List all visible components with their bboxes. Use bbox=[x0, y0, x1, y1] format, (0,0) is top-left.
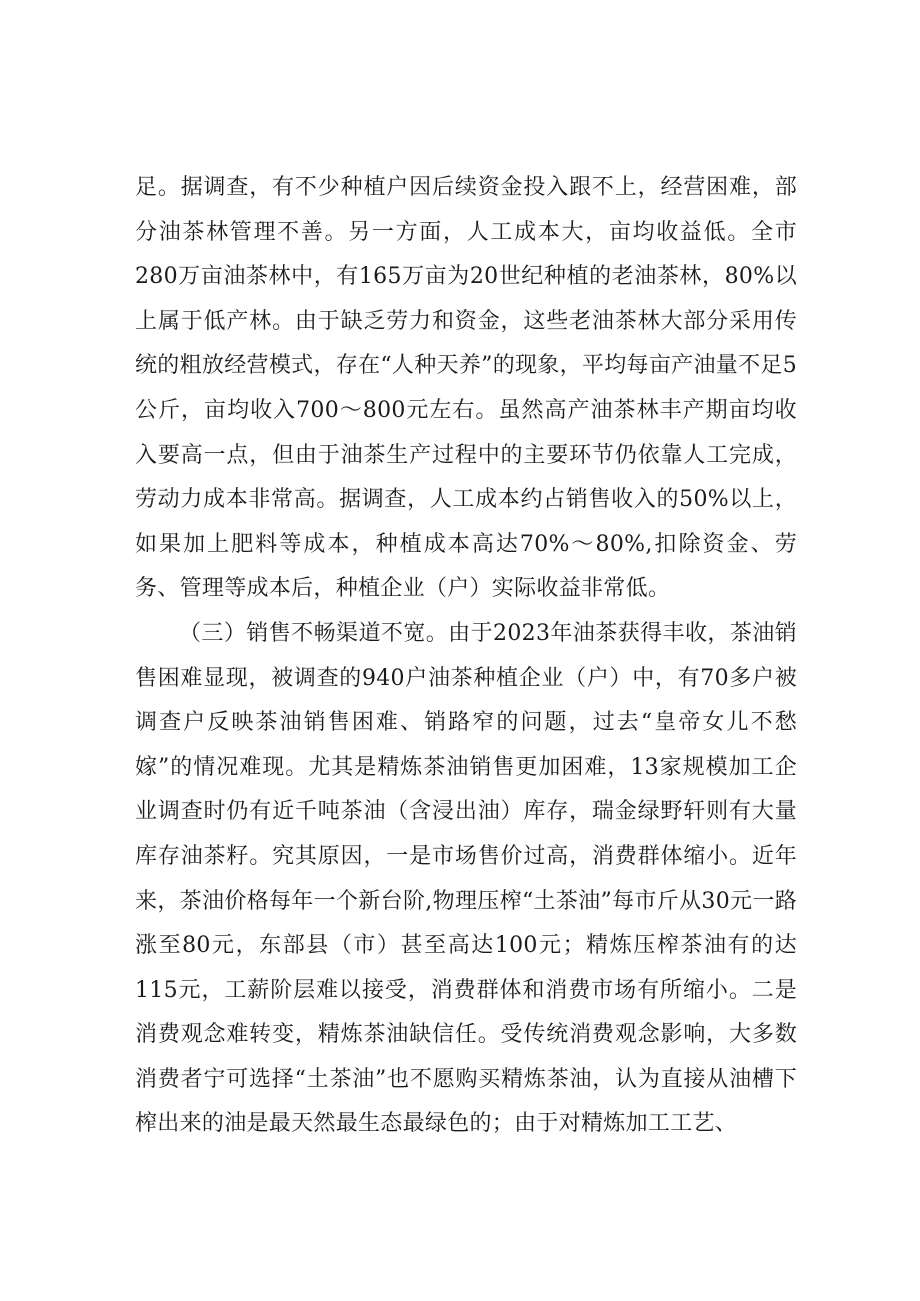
paragraph-continuation: 足。据调查，有不少种植户因后续资金投入跟不上，经营困难，部分油茶林管理不善。另一方面，人工成本大，亩均收益低。全市280万亩油茶林中，有165万亩为20世纪种植的老油茶林，80%以上属于低产林。由于缺乏劳力和资金，这些老油茶林大部分采用传统的粗放经营模式，存在“人种天养”的现象，平均每亩产油量不足5公斤，亩均收入700～800元左右。虽然高产油茶林丰产期亩均收入要高一点，但由于油茶生产过程中的主要环节仍依靠人工完成，劳动力成本非常高。据调查，人工成本约占销售收入的50%以上，如果加上肥料等成本，种植成本高达70%～80%,扣除资金、劳务、管理等成本后，种植企业（户）实际收益非常低。 bbox=[135, 175, 797, 602]
paragraph-section-three: （三）销售不畅渠道不宽。由于2023年油茶获得丰收，茶油销售困难显现，被调查的940户油茶种植企业（户）中，有70多户被调查户反映茶油销售困难、销路窄的问题，过去“皇帝女儿不愁嫁”的情况难现。尤其是精炼茶油销售更加困难，13家规模加工企业调查时仍有近千吨茶油（含浸出油）库存，瑞金绿野轩则有大量库存油茶籽。究其原因，一是市场售价过高，消费群体缩小。近年来，茶油价格每年一个新台阶,物理压榨“土茶油”每市斤从30元一路涨至80元，东部县（市）甚至高达100元；精炼压榨茶油有的达115元，工薪阶层难以接受，消费群体和消费市场有所缩小。二是消费观念难转变，精炼茶油缺信任。受传统消费观念影响，大多数消费者宁可选择“土茶油”也不愿购买精炼茶油，认为直接从油槽下榨出来的油是最天然最生态最绿色的；由于对精炼加工工艺、 bbox=[135, 620, 797, 1137]
document-body bbox=[135, 166, 797, 1147]
